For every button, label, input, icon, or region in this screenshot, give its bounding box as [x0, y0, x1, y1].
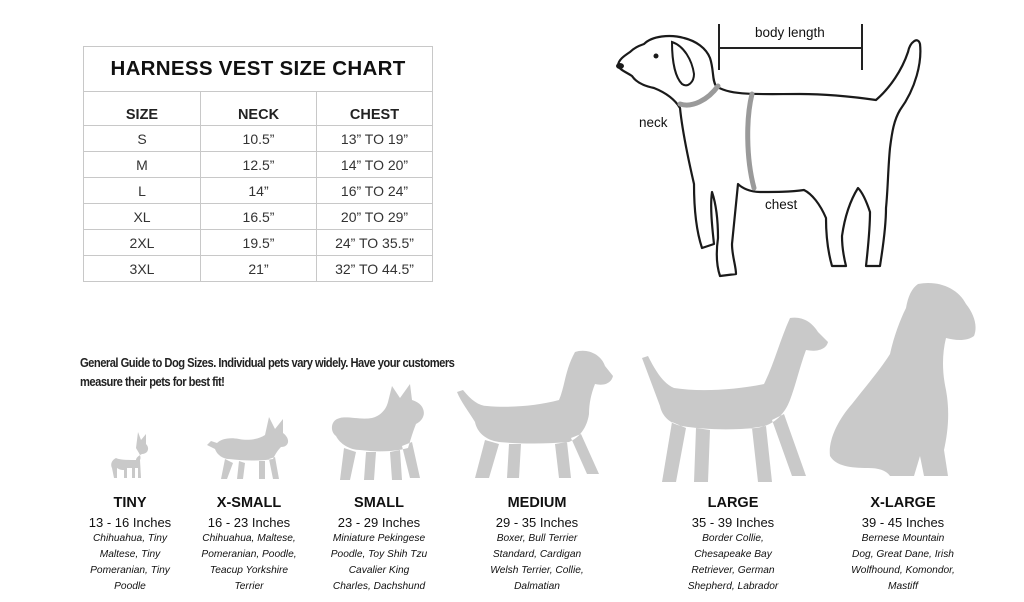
breed-line: Cavalier King [348, 565, 410, 576]
table-row [84, 178, 433, 204]
x-large-dog-silhouette [828, 280, 978, 480]
table-row [84, 126, 433, 152]
category-tiny [68, 495, 192, 595]
measurement-dog-diagram [600, 8, 970, 288]
breed-line: Chihuahua, Maltese, [202, 533, 296, 544]
category-x-large [832, 495, 974, 595]
table-row [84, 256, 433, 282]
category-breeds [832, 531, 974, 595]
breed-line: Dalmatian [514, 581, 560, 592]
chest-cell: 20” TO 29” [317, 204, 433, 230]
tiny-dog-silhouette [108, 430, 152, 482]
header-chest: CHEST [317, 92, 433, 126]
large-dog-silhouette [640, 316, 830, 486]
chest-cell: 14” TO 20” [317, 152, 433, 178]
medium-dog-silhouette [455, 348, 615, 484]
breed-line: Wolfhound, Komondor, [851, 565, 955, 576]
chest-cell: 24” TO 35.5” [317, 230, 433, 256]
table-title: HARNESS VEST SIZE CHART [84, 47, 433, 92]
neck-cell: 21” [201, 256, 317, 282]
breed-line: Poodle [114, 581, 146, 592]
breed-line: Chihuahua, Tiny [92, 533, 168, 544]
guide-line-2: measure their pets for best fit! [80, 374, 225, 389]
category-name: X-LARGE [870, 495, 936, 511]
category-name: X-SMALL [216, 495, 282, 511]
neck-cell: 14” [201, 178, 317, 204]
size-cell: S [84, 126, 201, 152]
header-size: SIZE [84, 92, 201, 126]
size-cell: M [84, 152, 201, 178]
category-name: TINY [113, 495, 147, 511]
category-name: LARGE [707, 495, 759, 511]
breed-line: Dog, Great Dane, Irish [852, 549, 954, 560]
breed-line: Chesapeake Bay [694, 549, 772, 560]
category-breeds [664, 531, 802, 595]
size-cell: 3XL [84, 256, 201, 282]
breed-line: Pomeranian, Poodle, [201, 549, 297, 560]
breed-line: Retriever, German [691, 565, 775, 576]
breed-line: Standard, Cardigan [492, 549, 582, 560]
size-cell: XL [84, 204, 201, 230]
category-breeds [186, 531, 312, 595]
neck-label: neck [639, 115, 668, 130]
category-range: 13 - 16 Inches [88, 515, 172, 530]
size-chart-table [83, 46, 433, 282]
guide-line-1: General Guide to Dog Sizes. Individual pets vary widely. Have your customers [80, 355, 455, 370]
category-range: 39 - 45 Inches [861, 515, 945, 530]
breed-line: Charles, Dachshund [332, 581, 426, 592]
breed-line: Teacup Yorkshire [209, 565, 289, 576]
category-range: 29 - 35 Inches [495, 515, 579, 530]
category-breeds [466, 531, 608, 595]
category-name: MEDIUM [507, 495, 567, 511]
neck-cell: 19.5” [201, 230, 317, 256]
table-row [84, 230, 433, 256]
category-name: SMALL [354, 495, 404, 511]
breed-line: Pomeranian, Tiny [90, 565, 170, 576]
size-cell: 2XL [84, 230, 201, 256]
category-x-small [186, 495, 312, 595]
neck-cell: 16.5” [201, 204, 317, 230]
body-length-label: body length [755, 25, 825, 40]
breed-line: Poodle, Toy Shih Tzu [330, 549, 428, 560]
breed-line: Shepherd, Labrador [687, 581, 779, 592]
small-dog-silhouette [330, 384, 430, 484]
table-row [84, 204, 433, 230]
neck-cell: 12.5” [201, 152, 317, 178]
table-row [84, 152, 433, 178]
measurement-dog-illustration [600, 8, 970, 288]
category-range: 23 - 29 Inches [337, 515, 421, 530]
category-breeds [68, 531, 192, 595]
table-header-row [84, 92, 433, 126]
chest-label: chest [765, 197, 798, 212]
size-cell: L [84, 178, 201, 204]
chest-cell: 13” TO 19” [317, 126, 433, 152]
dog-outline [618, 36, 920, 276]
category-range: 35 - 39 Inches [691, 515, 775, 530]
dog-eye [654, 54, 659, 59]
breed-line: Miniature Pekingese [332, 533, 426, 544]
breed-line: Welsh Terrier, Collie, [490, 565, 584, 576]
breed-line: Border Collie, [702, 533, 764, 544]
breed-line: Maltese, Tiny [99, 549, 161, 560]
category-medium [466, 495, 608, 595]
x-small-dog-silhouette [205, 415, 291, 483]
chest-cell: 32” TO 44.5” [317, 256, 433, 282]
breed-line: Boxer, Bull Terrier [496, 533, 578, 544]
breed-line: Terrier [234, 581, 264, 592]
breed-line: Mastiff [887, 581, 918, 592]
chest-cell: 16” TO 24” [317, 178, 433, 204]
neck-cell: 10.5” [201, 126, 317, 152]
header-neck: NECK [201, 92, 317, 126]
category-small [312, 495, 446, 595]
category-large [664, 495, 802, 595]
dog-nose [616, 63, 624, 69]
breed-line: Bernese Mountain [861, 533, 945, 544]
category-range: 16 - 23 Inches [207, 515, 291, 530]
category-breeds [312, 531, 446, 595]
table-title-row [84, 47, 433, 92]
